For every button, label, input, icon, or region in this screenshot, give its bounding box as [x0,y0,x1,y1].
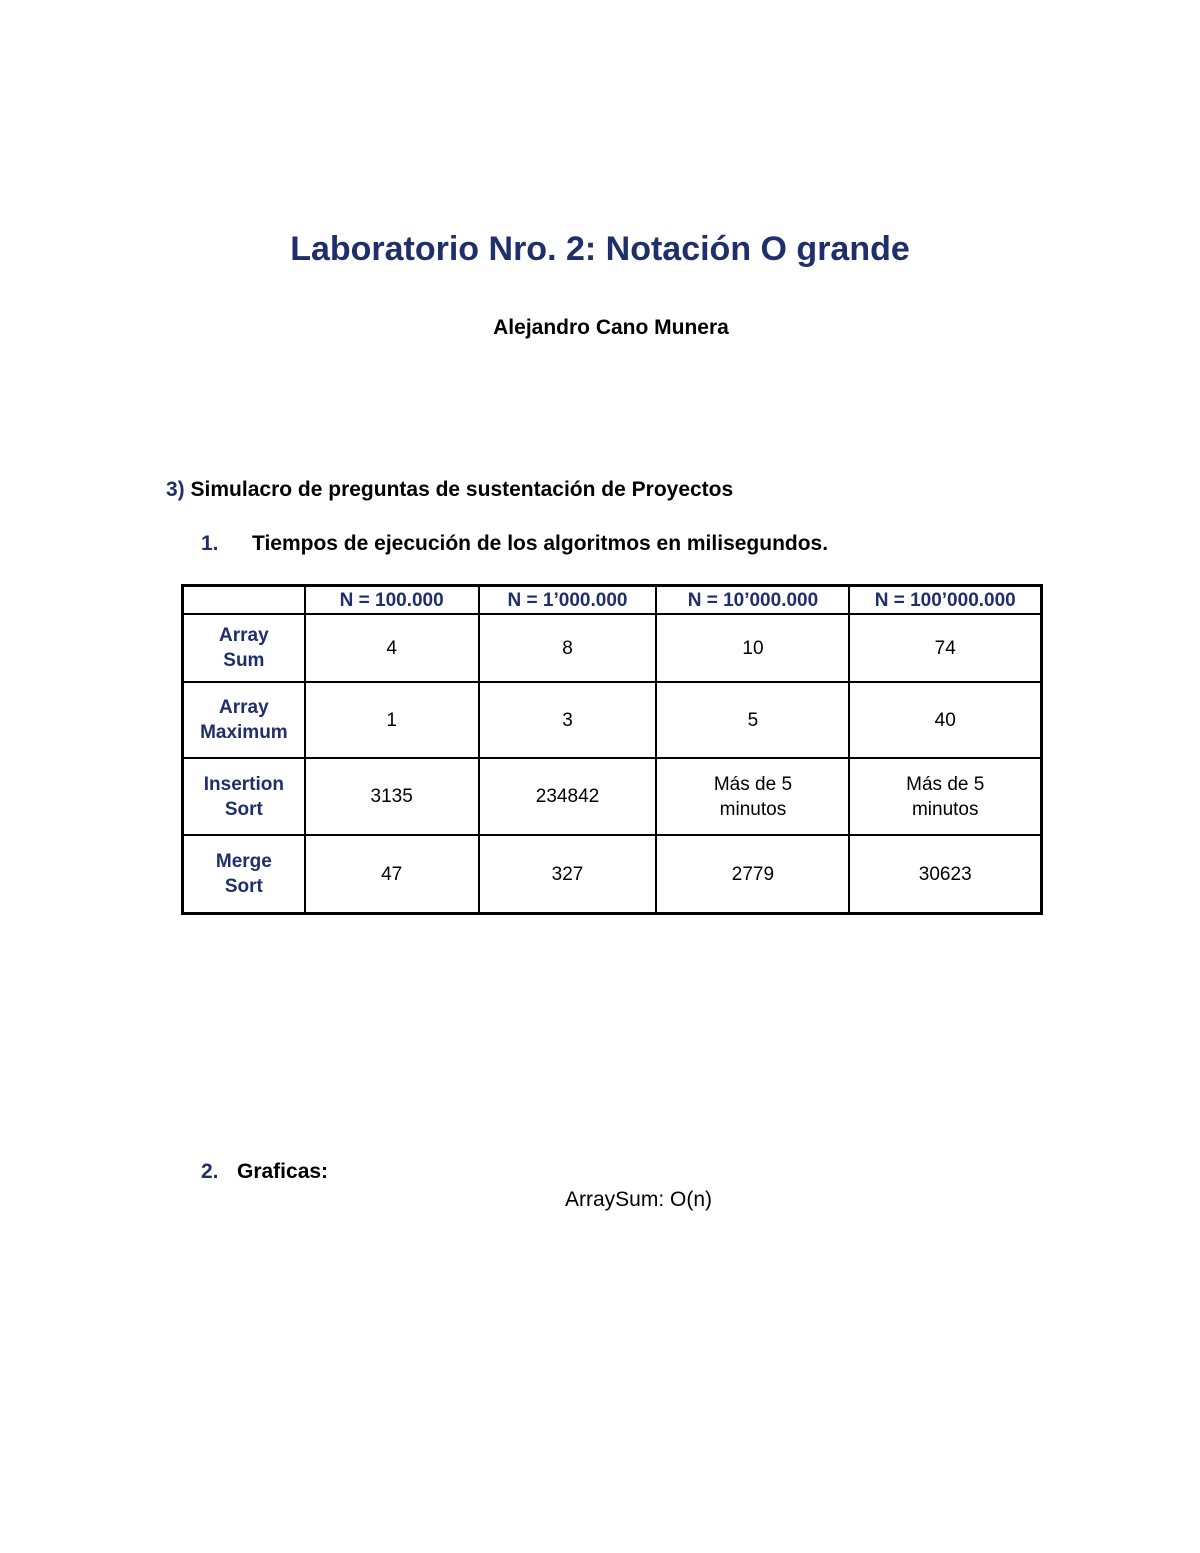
document-title: Laboratorio Nro. 2: Notación O grande [290,230,910,268]
table-cell: 234842 [479,758,657,835]
table-cell: 40 [849,682,1041,758]
item-1-title: Tiempos de ejecución de los algoritmos en milisegundos. [252,532,829,555]
item-2-number: 2. [201,1160,219,1183]
table-cell: 5 [656,682,849,758]
table-header-cell: N = 100’000.000 [849,586,1041,615]
section-title: Simulacro de preguntas de sustentación de Proyectos [190,478,734,501]
table-cell: 1 [305,682,479,758]
table-cell: 3 [479,682,657,758]
item-2-title: Graficas: [237,1160,329,1183]
document-author: Alejandro Cano Munera [493,316,729,339]
table-row [183,614,1042,682]
table-cell: 47 [305,835,479,914]
row-label: Array Sum [183,614,305,682]
table-header-cell: N = 1’000.000 [479,586,657,615]
table-header-cell: N = 100.000 [305,586,479,615]
table-cell: 327 [479,835,657,914]
table-cell: 74 [849,614,1041,682]
graph-caption: ArraySum: O(n) [565,1188,713,1211]
table-cell: 3135 [305,758,479,835]
section-number: 3) [166,478,185,501]
table-corner-cell [183,586,305,615]
table-cell: 2779 [656,835,849,914]
table-row [183,758,1042,835]
table-row [183,682,1042,758]
table-cell: Más de 5 minutos [656,758,849,835]
row-label: Array Maximum [183,682,305,758]
table-header-cell: N = 10’000.000 [656,586,849,615]
table-row [183,835,1042,914]
row-label: Merge Sort [183,835,305,914]
table-header-row [183,586,1042,615]
execution-times-table [181,584,1043,915]
table-cell: 10 [656,614,849,682]
table-cell: Más de 5 minutos [849,758,1041,835]
item-1-number: 1. [201,532,219,555]
table-cell: 4 [305,614,479,682]
table-cell: 8 [479,614,657,682]
table-cell: 30623 [849,835,1041,914]
section-heading [166,478,733,502]
row-label: Insertion Sort [183,758,305,835]
